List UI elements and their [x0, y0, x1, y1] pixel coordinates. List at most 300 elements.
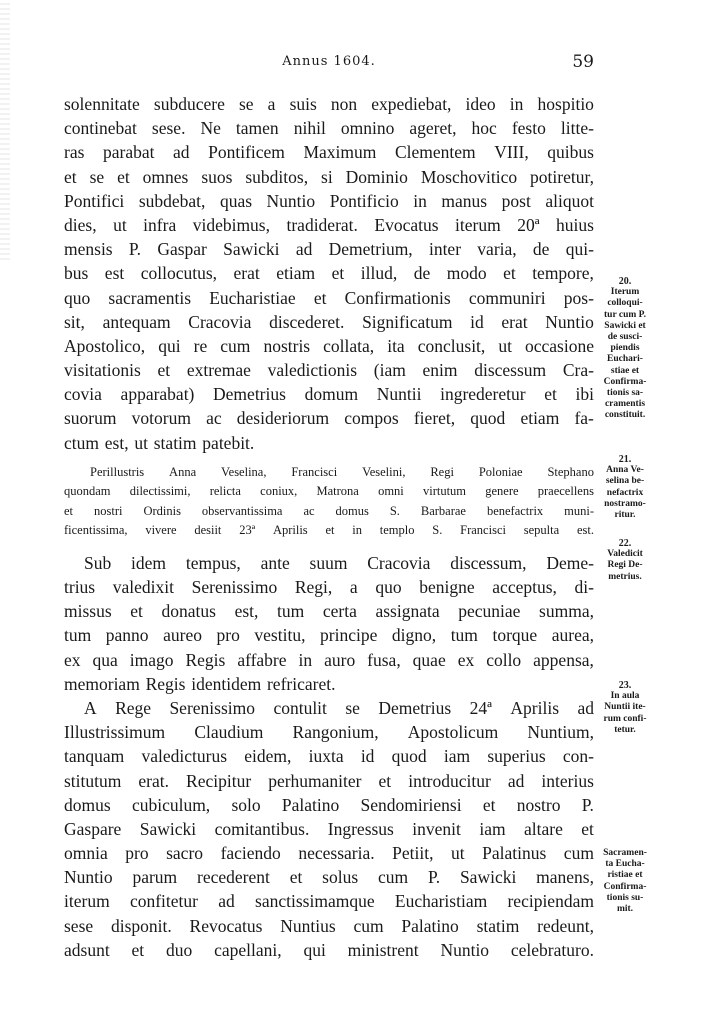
- word: Regis: [145, 673, 186, 694]
- word: domus: [64, 794, 111, 815]
- word: patebit.: [202, 432, 255, 453]
- word: tanquam: [64, 746, 125, 767]
- word: nihil: [293, 118, 326, 139]
- text-line: [64, 116, 594, 140]
- word: Illustrissimum: [64, 722, 166, 743]
- word: sepulta: [523, 523, 560, 538]
- word: in: [509, 94, 524, 114]
- word: qui-: [565, 239, 594, 260]
- word: et: [313, 287, 327, 308]
- word: Sawicki: [223, 239, 280, 260]
- word: Nuntio: [266, 190, 316, 211]
- word: Nuntio: [440, 939, 490, 960]
- text-line: [64, 482, 594, 502]
- word: missus: [64, 601, 112, 622]
- word: necessaria.: [298, 843, 375, 864]
- marginal-note-line: tionis su-: [606, 892, 644, 903]
- word: non: [330, 94, 358, 114]
- word: pro: [125, 843, 149, 864]
- word: Veselini,: [362, 464, 406, 479]
- word: hospitio: [537, 94, 594, 114]
- word: interius: [541, 770, 594, 791]
- marginal-note-line: nostramo-: [604, 498, 646, 509]
- word: 23ª: [239, 523, 256, 538]
- word: a: [267, 94, 276, 114]
- word: contulit: [273, 697, 327, 718]
- word: recipiendam: [507, 891, 594, 912]
- word: auro: [324, 649, 356, 670]
- word: discederet.: [269, 311, 345, 332]
- word: parum: [132, 867, 178, 888]
- word: dies,: [64, 214, 97, 235]
- word: post: [501, 190, 531, 211]
- word: omnes: [142, 166, 189, 187]
- word: ad: [507, 770, 525, 791]
- word: et: [482, 794, 496, 815]
- word: Stephano: [547, 464, 594, 479]
- word: ante: [260, 552, 290, 573]
- word: Palatino: [401, 915, 459, 936]
- word: erat: [233, 263, 260, 284]
- marginal-note-line: ristiae et: [607, 870, 643, 881]
- word: et: [503, 263, 516, 284]
- word: tempore,: [532, 263, 594, 284]
- word: Recipitur: [186, 770, 252, 791]
- word: faciendo: [220, 843, 281, 864]
- word: manens,: [536, 867, 594, 888]
- word: qui: [303, 939, 326, 960]
- marginal-note-line: Iterum: [610, 287, 640, 298]
- word: statim: [153, 432, 197, 453]
- word: acceptus,: [492, 577, 557, 597]
- word: solo: [231, 794, 261, 815]
- word: ut: [134, 432, 148, 453]
- word: id: [470, 311, 484, 332]
- word: Cracovia: [367, 552, 431, 573]
- text-line: [64, 334, 594, 358]
- text-line: [64, 841, 594, 865]
- word: in: [298, 649, 313, 670]
- text-line: [64, 165, 594, 189]
- word: de: [532, 239, 550, 260]
- word: valedictionis: [267, 360, 358, 381]
- word: cum: [353, 915, 384, 936]
- word: domum: [304, 384, 359, 405]
- word: covia: [64, 384, 102, 405]
- word: Poloniae: [478, 464, 523, 479]
- word: superius: [487, 746, 546, 767]
- word: subdebat,: [138, 190, 206, 211]
- paragraph-3: [64, 696, 594, 962]
- word: collata,: [323, 335, 375, 356]
- marginal-note-line: ritur.: [614, 510, 636, 521]
- text-line: [64, 696, 594, 720]
- word: se: [238, 94, 254, 114]
- word: occasione: [524, 335, 594, 356]
- word: appensa,: [533, 649, 594, 670]
- word: virtutum: [422, 484, 467, 499]
- word: a: [349, 577, 358, 597]
- word: quae: [412, 649, 446, 670]
- word: et: [131, 939, 145, 960]
- word: expediebat,: [371, 94, 452, 114]
- word: erat.: [138, 770, 170, 791]
- word: re: [193, 335, 208, 356]
- text-line: [64, 92, 594, 116]
- word: discessum,: [450, 552, 527, 573]
- word: ministrent: [347, 939, 419, 960]
- word: valedixit: [112, 577, 174, 597]
- word: Sawicki: [459, 867, 517, 888]
- word: fieret,: [413, 408, 456, 429]
- word: subditos,: [245, 166, 309, 187]
- scan-edge: [0, 0, 10, 260]
- word: VIII,: [494, 142, 529, 163]
- word: Nuntii: [376, 384, 422, 405]
- marginal-note-line: stiae et: [610, 365, 640, 376]
- word: tum: [450, 625, 478, 646]
- word: Clementem: [394, 142, 476, 163]
- marginal-note-line: metrius.: [608, 571, 642, 582]
- word: solennitate: [64, 94, 140, 114]
- word: Regi: [430, 464, 454, 479]
- word: mensis: [64, 239, 113, 260]
- word: Nuntius: [280, 915, 336, 936]
- text-line: [64, 189, 594, 213]
- word: quo: [64, 287, 91, 308]
- text-line: [64, 865, 594, 889]
- word: domus: [335, 503, 369, 518]
- word: est.: [576, 523, 594, 538]
- word: in: [413, 190, 427, 211]
- word: etiam: [520, 408, 560, 429]
- word: suos: [201, 166, 233, 187]
- word: compos: [344, 408, 399, 429]
- word: iam: [443, 746, 471, 767]
- word: Barbarae: [420, 503, 466, 518]
- marginal-note-line: Sacramen-: [603, 848, 647, 858]
- word: Significatum: [362, 311, 453, 332]
- word: ctum: [64, 432, 99, 453]
- word: quondam: [64, 484, 111, 499]
- word: ageret,: [409, 118, 457, 139]
- word: Eucharistiae: [209, 287, 296, 308]
- word: invenit: [412, 818, 461, 839]
- marginal-note-line: tetur.: [614, 724, 636, 735]
- word: in: [352, 523, 362, 538]
- word: et: [331, 263, 345, 284]
- word: Gaspar: [157, 239, 207, 260]
- word: et: [544, 384, 557, 405]
- word: Cracovia: [188, 311, 252, 332]
- word: est,: [104, 432, 129, 453]
- word: altare: [524, 818, 563, 839]
- word: collo: [486, 649, 522, 670]
- word: statim: [476, 915, 520, 936]
- word: celebraturo.: [510, 939, 594, 960]
- word: infra: [143, 214, 177, 235]
- word: idem: [131, 552, 167, 573]
- word: Sendomiriensi: [360, 794, 462, 815]
- word: festo: [511, 118, 546, 139]
- word: Evocatus: [374, 214, 439, 235]
- word: pecuniae: [458, 601, 521, 622]
- word: omni: [378, 484, 404, 499]
- text-line: [64, 463, 594, 483]
- text-line: [64, 431, 594, 455]
- word: memoriam: [64, 673, 140, 694]
- word: benefactrix: [486, 503, 544, 518]
- word: panno: [105, 625, 149, 646]
- word: pos-: [563, 287, 594, 308]
- word: ut: [498, 335, 512, 356]
- word: affabre: [237, 649, 287, 670]
- text-line: [64, 140, 594, 164]
- word: ras: [64, 142, 85, 163]
- marginal-note-line: colloqui-: [607, 298, 643, 309]
- word: tum: [64, 625, 92, 646]
- word: principe: [320, 625, 378, 646]
- word: et: [157, 360, 171, 381]
- word: se: [345, 697, 360, 718]
- word: observantissima: [201, 503, 283, 518]
- word: eidem,: [244, 746, 292, 767]
- marginal-note-21: [592, 454, 658, 521]
- marginal-note-line: In aula: [610, 691, 640, 702]
- word: P.: [128, 239, 142, 260]
- word: Veselina,: [221, 464, 267, 479]
- word: Aprilis: [510, 697, 560, 718]
- marginal-note-line: Euchari-: [607, 354, 643, 365]
- word: 24ª: [469, 697, 492, 718]
- word: Rege: [115, 697, 152, 718]
- marginal-note-line: Nuntii ite-: [604, 702, 646, 713]
- word: dilectissimi,: [129, 484, 191, 499]
- marginal-note-line: Valedicit: [607, 549, 643, 560]
- marginal-note-22: [592, 538, 658, 583]
- marginal-note-line: piendis: [610, 343, 640, 354]
- word: benigne: [419, 577, 475, 597]
- word: Cra-: [562, 360, 594, 381]
- word: Nuntio: [545, 311, 594, 332]
- word: ex: [457, 649, 475, 670]
- word: suorum: [64, 408, 117, 429]
- word: disponit.: [110, 915, 172, 936]
- word: modo: [446, 263, 487, 284]
- text-line: [64, 575, 594, 599]
- text-line: [64, 769, 594, 793]
- word: ex: [64, 649, 81, 670]
- word: hoc: [471, 118, 497, 139]
- word: Claudium: [194, 722, 264, 743]
- word: inter: [428, 239, 462, 260]
- word: recederent: [197, 867, 270, 888]
- word: nostri: [94, 503, 123, 518]
- text-line: [64, 793, 594, 817]
- text-line: [64, 521, 594, 541]
- word: parabat: [102, 142, 155, 163]
- word: stitutum: [64, 770, 122, 791]
- word: assignata: [375, 601, 440, 622]
- word: Deme-: [546, 552, 594, 573]
- word: solus: [322, 867, 359, 888]
- word: desiit: [194, 523, 222, 538]
- word: ad: [577, 697, 594, 718]
- word: P.: [581, 794, 594, 815]
- word: ibi: [575, 384, 594, 405]
- word: trius: [64, 577, 96, 597]
- text-line: [64, 672, 594, 696]
- word: de: [413, 263, 431, 284]
- word: Nuntio: [64, 867, 113, 888]
- word: sit,: [64, 311, 85, 332]
- word: cum: [563, 843, 594, 864]
- word: ad: [218, 891, 235, 912]
- word: muni-: [564, 503, 594, 518]
- text-line: [64, 938, 594, 962]
- word: (iam: [373, 360, 406, 381]
- text-line: [64, 599, 594, 623]
- word: relicta: [209, 484, 241, 499]
- word: ad: [295, 239, 313, 260]
- word: pro: [216, 625, 240, 646]
- word: omnia: [64, 843, 108, 864]
- word: perhumaniter: [268, 770, 362, 791]
- marginal-note-line: de susci-: [607, 332, 643, 343]
- word: 20ª: [517, 214, 540, 235]
- marginal-note-line: rum confi-: [603, 713, 647, 724]
- word: sanctissimamque: [255, 891, 375, 912]
- word: Gaspare: [64, 818, 122, 839]
- word: ingrederetur: [440, 384, 526, 405]
- word: ideo: [465, 94, 496, 114]
- word: et: [378, 770, 392, 791]
- word: ac: [303, 503, 315, 518]
- word: tamen: [235, 118, 279, 139]
- marginal-note-line: Confirma-: [603, 376, 647, 387]
- word: Demetrium,: [328, 239, 413, 260]
- word: Pontificio: [329, 190, 399, 211]
- word: vivere: [145, 523, 177, 538]
- word: et: [581, 818, 594, 839]
- marginal-note-line: mit.: [616, 904, 634, 915]
- word: quod: [391, 746, 427, 767]
- word: Palatinus: [482, 843, 547, 864]
- word: sacramentis: [108, 287, 192, 308]
- text-line: [64, 358, 594, 382]
- text-line: [64, 817, 594, 841]
- word: qui: [158, 335, 181, 356]
- word: Palatino: [281, 794, 340, 815]
- word: P.: [427, 867, 441, 888]
- word: redeunt,: [537, 915, 594, 936]
- word: praecellens: [537, 484, 594, 499]
- word: Anna: [169, 464, 197, 479]
- word: extremae: [186, 360, 251, 381]
- word: fa-: [574, 408, 594, 429]
- word: cum: [220, 335, 251, 356]
- word: vestitu,: [254, 625, 306, 646]
- word: et: [64, 166, 77, 187]
- word: refricaret.: [266, 673, 336, 694]
- word: capellani,: [214, 939, 282, 960]
- word: id: [360, 746, 375, 767]
- word: S.: [389, 503, 400, 518]
- word: coniux,: [260, 484, 298, 499]
- word: videbimus,: [192, 214, 270, 235]
- word: et: [117, 166, 130, 187]
- running-title: Annus 1604.: [282, 54, 376, 69]
- word: Petiit,: [392, 843, 434, 864]
- text-line: [64, 261, 594, 285]
- word: fusa,: [367, 649, 401, 670]
- word: et: [130, 601, 143, 622]
- word: huius: [556, 214, 594, 235]
- word: iterum: [455, 214, 501, 235]
- word: cubiculum,: [131, 794, 211, 815]
- word: confitetur: [129, 891, 198, 912]
- word: continebat: [64, 118, 137, 139]
- word: collocutus,: [140, 263, 218, 284]
- word: Maximum: [303, 142, 377, 163]
- word: Rangonium,: [292, 722, 379, 743]
- word: Nuntium,: [527, 722, 594, 743]
- word: suum: [309, 552, 348, 573]
- running-head: [64, 52, 594, 72]
- marginal-note-23: [592, 680, 658, 736]
- word: aliquot: [545, 190, 594, 211]
- marginal-note-line: nefactrix: [606, 487, 644, 498]
- word: quibus: [547, 142, 594, 163]
- word: iuxta: [308, 746, 344, 767]
- word: duo: [166, 939, 193, 960]
- word: A: [84, 697, 97, 718]
- word: tum: [277, 601, 305, 622]
- word: introducitur: [408, 770, 491, 791]
- word: ita: [387, 335, 405, 356]
- text-line: [64, 551, 594, 575]
- word: Francisci: [460, 523, 506, 538]
- word: sese.: [151, 118, 186, 139]
- word: identidem: [191, 673, 262, 694]
- word: summa,: [539, 601, 594, 622]
- paragraph-2: [64, 551, 594, 696]
- word: est: [104, 263, 125, 284]
- word: Perillustris: [90, 464, 145, 479]
- word: se: [89, 166, 105, 187]
- word: ad: [173, 142, 190, 163]
- word: omnino: [340, 118, 395, 139]
- word: quod: [470, 408, 506, 429]
- marginal-note-line: Anna Ve-: [606, 465, 644, 476]
- word: quo: [375, 577, 402, 597]
- word: Sawicki: [139, 818, 197, 839]
- marginal-note-number: 23.: [618, 680, 632, 691]
- word: discessum: [474, 360, 547, 381]
- word: iam: [479, 818, 506, 839]
- text-line: [64, 648, 594, 672]
- word: Regi,: [294, 577, 333, 597]
- word: Ne: [200, 118, 221, 139]
- word: sacro: [166, 843, 204, 864]
- word: Ingressus: [327, 818, 394, 839]
- word: Regis: [185, 649, 226, 670]
- text-line: [64, 382, 594, 406]
- word: con-: [562, 746, 594, 767]
- marginal-note-line: tionis sa-: [606, 388, 644, 399]
- marginal-note-number: 22.: [618, 538, 632, 549]
- word: Demetrius: [213, 384, 286, 405]
